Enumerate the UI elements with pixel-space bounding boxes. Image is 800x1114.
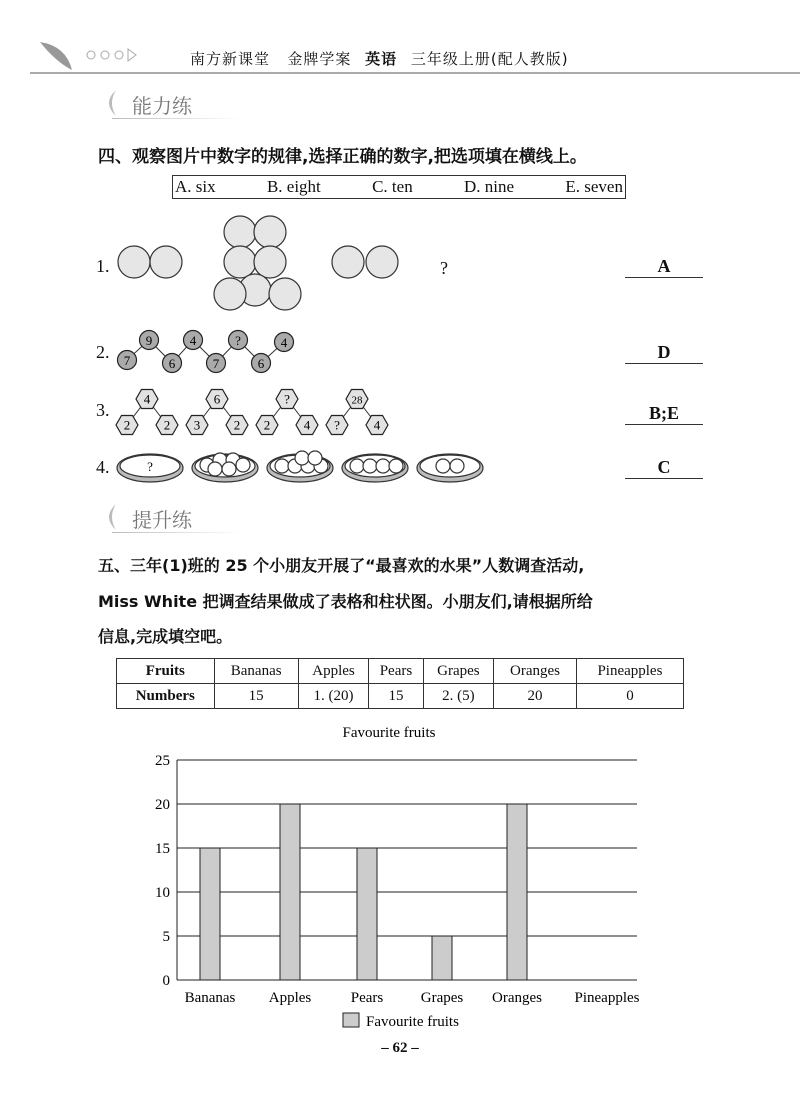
item-3-answer: B;E xyxy=(625,403,703,425)
option-b: B. eight xyxy=(266,177,321,196)
y-tick-label: 20 xyxy=(155,797,170,813)
chain-node: 7 xyxy=(123,353,131,368)
x-tick-label: Apples xyxy=(268,990,312,1006)
moon-bracket-icon xyxy=(100,88,120,118)
header-rule xyxy=(30,72,800,74)
item-3-number: 3. xyxy=(96,400,110,420)
section-title-improve: 提升练 xyxy=(132,508,192,532)
hexagon-value: 3 xyxy=(193,417,201,433)
table-cell: 20 xyxy=(494,684,577,709)
hexagon-trees xyxy=(115,385,395,440)
legend-swatch xyxy=(343,1013,359,1027)
item-4-unknown: ? xyxy=(147,459,153,474)
question-5-line-1: 五、三年(1)班的 25 个小朋友开展了“最喜欢的水果”人数调查活动, xyxy=(98,556,585,575)
x-tick-label: Pineapples xyxy=(574,990,640,1006)
bar-oranges xyxy=(507,804,527,980)
table-cell: Pears xyxy=(369,659,423,684)
number-chain xyxy=(115,328,305,376)
page-number: – 62 – xyxy=(381,1040,419,1056)
hexagon-value: 28 xyxy=(351,394,363,407)
section-rule xyxy=(112,118,242,119)
table-cell: 15 xyxy=(369,684,423,709)
subject: 英语 xyxy=(365,50,398,68)
feather-logo-icon xyxy=(36,38,166,74)
section-title-ability: 能力练 xyxy=(132,94,192,118)
chart-title: Favourite fruits xyxy=(342,725,436,741)
hexagon-value: 4 xyxy=(143,391,151,407)
table-cell: Apples xyxy=(298,659,369,684)
table-header: Fruits xyxy=(117,659,215,684)
x-tick-label: Oranges xyxy=(492,990,542,1006)
series-name: 南方新课堂 xyxy=(190,50,271,68)
hexagon-value: 2 xyxy=(163,417,171,433)
table-cell: 0 xyxy=(576,684,683,709)
table-cell: 2. (5) xyxy=(423,684,494,709)
bar-chart xyxy=(0,715,800,1045)
table-cell: 15 xyxy=(214,684,298,709)
item-1-unknown: ? xyxy=(440,258,448,278)
y-tick-label: 10 xyxy=(155,885,170,901)
option-e: E. seven xyxy=(565,177,623,196)
item-2-answer: D xyxy=(625,342,703,364)
chain-node: 6 xyxy=(168,356,176,371)
y-tick-label: 15 xyxy=(155,841,170,857)
chain-node: 7 xyxy=(212,356,220,371)
y-tick-label: 25 xyxy=(155,753,170,769)
x-tick-label: Grapes xyxy=(420,990,464,1006)
option-d: D. nine xyxy=(464,177,515,196)
section-rule xyxy=(112,532,242,533)
chain-node: 9 xyxy=(145,333,153,348)
hexagon-value: 2 xyxy=(123,417,131,433)
plates-of-apples xyxy=(115,448,490,493)
legend-label: Favourite fruits xyxy=(366,1014,459,1030)
item-4-number: 4. xyxy=(96,457,110,477)
option-c: C. ten xyxy=(372,177,413,196)
bar-apples xyxy=(280,804,300,980)
x-tick-label: Pears xyxy=(350,990,384,1006)
y-tick-label: 5 xyxy=(162,929,170,945)
grade: 三年级上册(配人教版) xyxy=(410,50,569,68)
hexagon-value: ? xyxy=(334,417,340,433)
table-row xyxy=(117,684,684,709)
y-tick-label: 0 xyxy=(162,973,170,989)
table-cell: Oranges xyxy=(494,659,577,684)
book-name: 金牌学案 xyxy=(287,50,352,68)
fruits-table xyxy=(116,658,684,709)
item-2-number: 2. xyxy=(96,342,110,362)
table-row xyxy=(117,659,684,684)
question-5-line-3: 信息,完成填空吧。 xyxy=(98,627,233,646)
table-cell: 1. (20) xyxy=(298,684,369,709)
options-box xyxy=(172,175,626,199)
chain-node: ? xyxy=(235,333,241,348)
item-1-answer: A xyxy=(625,256,703,278)
hexagon-value: ? xyxy=(284,391,290,407)
bar-grapes xyxy=(432,936,452,980)
hexagon-value: 2 xyxy=(263,417,271,433)
x-tick-label: Bananas xyxy=(184,990,236,1006)
hexagon-value: 2 xyxy=(233,417,241,433)
table-header: Numbers xyxy=(117,684,215,709)
running-header xyxy=(190,48,569,69)
item-4-answer: C xyxy=(625,457,703,479)
table-cell: Pineapples xyxy=(576,659,683,684)
bar-bananas xyxy=(200,848,220,980)
item-1-number: 1. xyxy=(96,256,110,276)
question-4-prompt: 四、观察图片中数字的规律,选择正确的数字,把选项填在横线上。 xyxy=(98,147,587,167)
option-a: A. six xyxy=(175,177,216,196)
hexagon-value: 6 xyxy=(213,391,221,407)
bar-pears xyxy=(357,848,377,980)
chain-node: 4 xyxy=(280,335,288,350)
hexagon-value: 4 xyxy=(373,417,381,433)
table-cell: Bananas xyxy=(214,659,298,684)
hexagon-value: 4 xyxy=(303,417,311,433)
basketballs-picture xyxy=(110,210,410,320)
table-cell: Grapes xyxy=(423,659,494,684)
moon-bracket-icon xyxy=(100,502,120,532)
chain-node: 6 xyxy=(257,356,265,371)
chain-node: 4 xyxy=(189,333,197,348)
question-5-line-2: Miss White 把调查结果做成了表格和柱状图。小朋友们,请根据所给 xyxy=(98,592,593,611)
